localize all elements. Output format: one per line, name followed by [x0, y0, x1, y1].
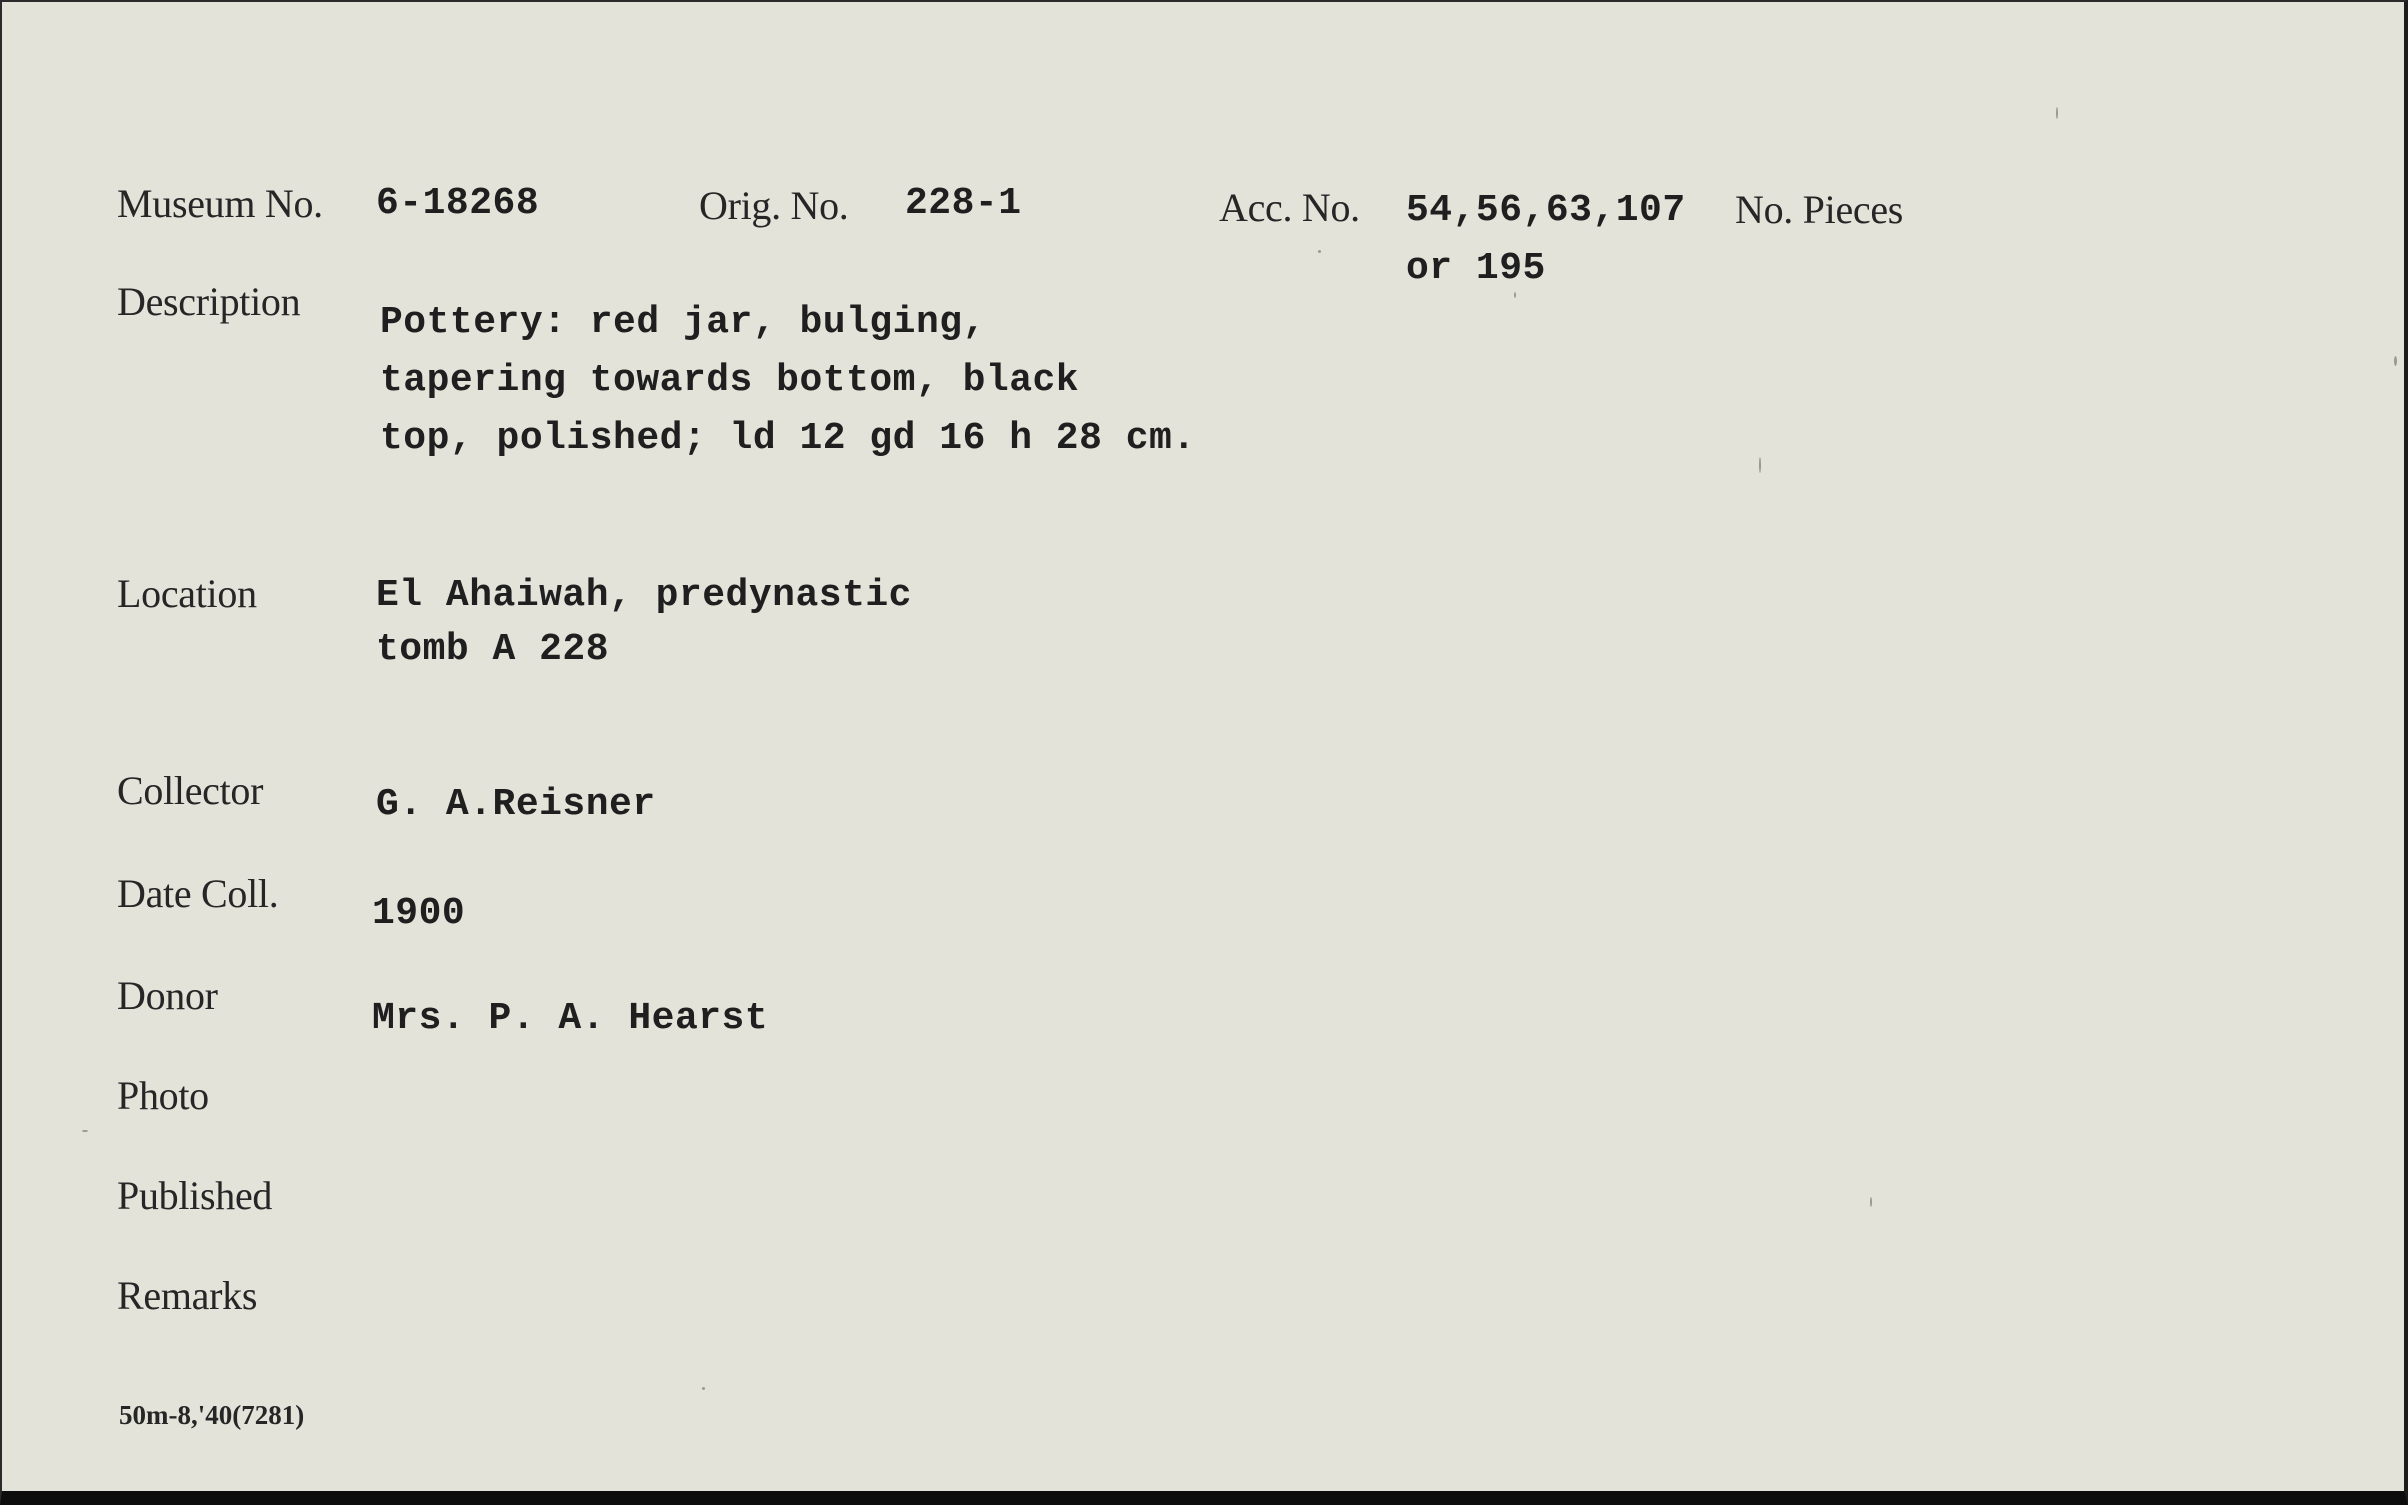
paper-speck [2056, 107, 2058, 119]
paper-speck [1318, 250, 1321, 253]
donor-label: Donor [117, 973, 218, 1018]
paper-speck [2394, 356, 2397, 366]
location-value [376, 567, 912, 679]
location-line: El Ahaiwah, predynastic [376, 574, 912, 617]
date-coll-value: 1900 [372, 892, 466, 935]
photo-label: Photo [117, 1073, 209, 1118]
date-coll-label: Date Coll. [117, 871, 279, 916]
museum-no-value: 6-18268 [376, 182, 540, 225]
description-line: top, polished; ld 12 gd 16 h 28 cm. [380, 417, 1196, 460]
print-code: 50m-8,'40(7281) [119, 1400, 305, 1430]
description-value [380, 294, 1196, 468]
collector-label: Collector [117, 768, 264, 813]
published-label: Published [117, 1173, 273, 1218]
paper-speck [1870, 1197, 1872, 1207]
description-label: Description [117, 279, 301, 324]
remarks-label: Remarks [117, 1273, 258, 1318]
no-pieces-label: No. Pieces [1735, 187, 1904, 232]
description-line: tapering towards bottom, black [380, 359, 1080, 402]
description-line: Pottery: red jar, bulging, [380, 301, 986, 344]
paper-speck [702, 1387, 705, 1390]
orig-no-value: 228-1 [905, 182, 1022, 225]
donor-value: Mrs. P. A. Hearst [372, 997, 769, 1040]
paper-speck [1514, 292, 1516, 298]
location-label: Location [117, 571, 257, 616]
acc-no-value [1406, 182, 1686, 298]
acc-no-label: Acc. No. [1219, 185, 1360, 230]
paper-speck [82, 1130, 88, 1132]
orig-no-label: Orig. No. [699, 183, 849, 228]
acc-no-line: or 195 [1406, 247, 1546, 290]
museum-no-label: Museum No. [117, 181, 323, 226]
paper-speck [1759, 457, 1761, 473]
location-line: tomb A 228 [376, 628, 610, 671]
acc-no-line: 54,56,63,107 [1406, 189, 1686, 232]
collector-value: G. A.Reisner [376, 783, 656, 826]
